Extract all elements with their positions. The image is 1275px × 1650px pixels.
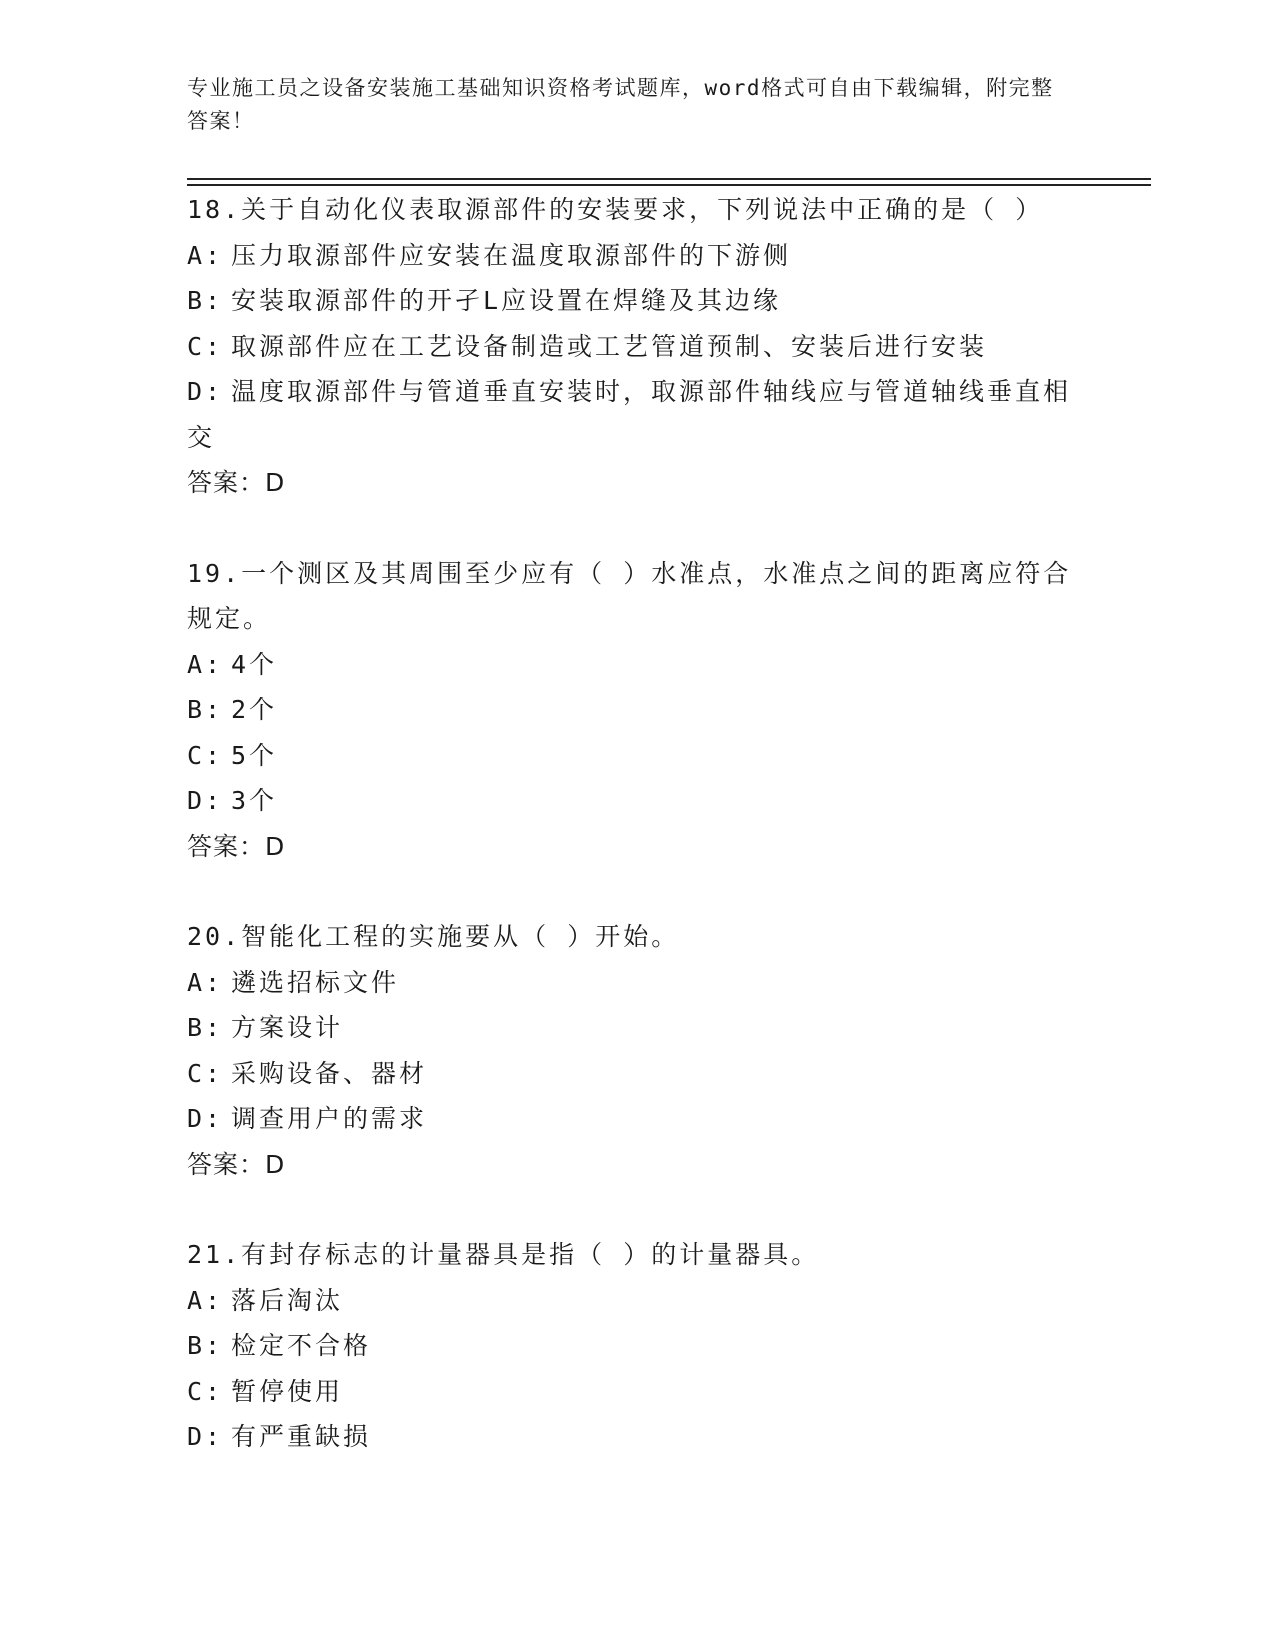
- option-text: 取源部件应在工艺设备制造或工艺管道预制、安装后进行安装: [231, 331, 988, 361]
- option-key: D:: [187, 1104, 224, 1133]
- option-b: [187, 687, 1087, 733]
- answer-label: 答案：D: [187, 831, 286, 861]
- option-text: 压力取源部件应安装在温度取源部件的下游侧: [231, 240, 792, 270]
- option-b: [187, 1323, 1087, 1369]
- option-text: 采购设备、器材: [231, 1058, 428, 1088]
- question-18: [187, 187, 1087, 506]
- option-a: [187, 233, 1087, 279]
- header-note: 专业施工员之设备安装施工基础知识资格考试题库，word格式可自由下载编辑，附完整答案！: [187, 76, 1054, 133]
- option-key: B:: [187, 695, 224, 724]
- option-text: 遴选招标文件: [231, 967, 400, 997]
- option-text: 3个: [231, 786, 278, 815]
- question-19: [187, 551, 1087, 870]
- answer-label: 答案：D: [187, 1149, 286, 1179]
- option-key: C:: [187, 1058, 224, 1088]
- option-d: [187, 1414, 1087, 1460]
- option-key: D:: [187, 1422, 224, 1451]
- option-text: 4个: [231, 649, 278, 679]
- header-divider-top: [187, 178, 1151, 180]
- option-text: 温度取源部件与管道垂直安装时，取源部件轴线应与管道轴线垂直相交: [187, 377, 1072, 452]
- option-c: [187, 1051, 1087, 1097]
- option-b: [187, 278, 1087, 324]
- question-list: [187, 187, 1087, 1505]
- option-key: A:: [187, 967, 224, 997]
- option-text: 有严重缺损: [231, 1422, 372, 1451]
- option-c: [187, 324, 1087, 370]
- option-key: A:: [187, 240, 224, 270]
- option-key: C:: [187, 1376, 224, 1406]
- option-c: [187, 733, 1087, 779]
- question-stem: 20.智能化工程的实施要从（ ）开始。: [187, 922, 680, 951]
- option-key: B:: [187, 1013, 224, 1042]
- option-key: A:: [187, 649, 224, 679]
- option-b: [187, 1005, 1087, 1051]
- option-text: 安装取源部件的开孑L应设置在焊缝及其边缘: [231, 286, 782, 315]
- question-21: [187, 1232, 1087, 1460]
- option-text: 方案设计: [231, 1013, 344, 1042]
- option-key: C:: [187, 331, 224, 361]
- option-d: [187, 369, 1087, 460]
- option-a: [187, 642, 1087, 688]
- option-key: B:: [187, 1331, 224, 1360]
- option-text: 暂停使用: [231, 1376, 344, 1406]
- question-stem: 21.有封存标志的计量器具是指（ ）的计量器具。: [187, 1240, 820, 1269]
- option-text: 调查用户的需求: [231, 1104, 428, 1133]
- option-text: 5个: [231, 740, 278, 770]
- option-text: 2个: [231, 695, 278, 724]
- option-key: A:: [187, 1285, 224, 1315]
- question-stem: 18.关于自动化仪表取源部件的安装要求，下列说法中正确的是（ ）: [187, 195, 1044, 224]
- option-key: B:: [187, 286, 224, 315]
- option-a: [187, 1278, 1087, 1324]
- option-text: 落后淘汰: [231, 1285, 344, 1315]
- option-key: D:: [187, 786, 224, 815]
- question-20: [187, 914, 1087, 1187]
- option-text: 检定不合格: [231, 1331, 372, 1360]
- option-key: C:: [187, 740, 224, 770]
- header-divider-bottom: [187, 184, 1151, 186]
- option-key: D:: [187, 377, 224, 406]
- option-c: [187, 1369, 1087, 1415]
- question-stem: 19.一个测区及其周围至少应有（ ）水准点，水准点之间的距离应符合规定。: [187, 558, 1072, 633]
- option-a: [187, 960, 1087, 1006]
- option-d: [187, 778, 1087, 824]
- option-d: [187, 1096, 1087, 1142]
- answer-label: 答案：D: [187, 468, 286, 497]
